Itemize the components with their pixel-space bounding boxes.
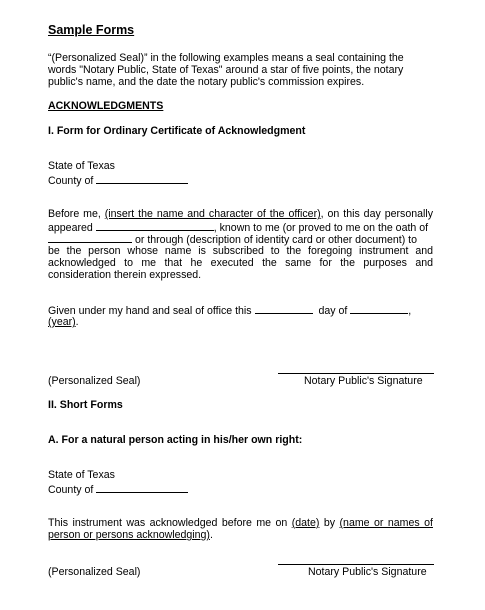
short-para-line-2: [48, 529, 213, 542]
para-line-1: [48, 208, 433, 221]
page-title: Sample Forms: [48, 23, 135, 37]
county-blank: [96, 482, 188, 493]
given-text: ,: [408, 305, 412, 317]
officer-placeholder: (insert the name and character of the officer): [104, 208, 321, 220]
section2-state: State of Texas: [48, 469, 115, 481]
intro-line: public's name, and the date the notary public's commission expires.: [48, 76, 365, 88]
section1-signature-label: Notary Public's Signature: [304, 375, 423, 387]
para-line-4: be the person whose name is subscribed to the foregoing instrument and: [48, 245, 433, 257]
section1-state: State of Texas: [48, 160, 115, 172]
para-text: Before me,: [48, 208, 101, 220]
date-placeholder: (date): [291, 517, 320, 529]
para-text: appeared: [48, 222, 93, 234]
section1-county: [48, 173, 188, 188]
year-placeholder: (year): [48, 316, 76, 328]
para-text: by: [323, 517, 336, 529]
signature-line: [278, 564, 434, 565]
county-label: County of: [48, 484, 94, 496]
county-blank: [96, 173, 188, 184]
county-label: County of: [48, 175, 94, 187]
section2-signature-label: Notary Public's Signature: [308, 566, 427, 578]
section1-seal: (Personalized Seal): [48, 375, 141, 387]
section1-heading: I. Form for Ordinary Certificate of Acknowledgment: [48, 125, 306, 137]
intro-line: “(Personalized Seal)” in the following examples means a seal containing the: [48, 52, 404, 64]
para-text: .: [209, 529, 213, 541]
para-line-6: consideration therein expressed.: [48, 269, 202, 281]
given-text: Given under my hand and seal of office this: [48, 305, 252, 317]
para-text: , known to me (or proved to me on the oath of: [213, 222, 429, 234]
year-line: [48, 316, 79, 329]
section2-seal: (Personalized Seal): [48, 566, 141, 578]
day-blank: [255, 303, 313, 314]
short-para-line-1: [48, 517, 433, 530]
signature-line: [278, 373, 434, 374]
acknowledgments-heading: ACKNOWLEDGMENTS: [48, 100, 164, 112]
para-text: , on this day personally: [320, 208, 433, 220]
given-line: [48, 303, 411, 318]
name-blank: [96, 220, 214, 231]
month-blank: [350, 303, 408, 314]
para-line-5: acknowledged to me that he executed the same for the purposes and: [48, 257, 433, 269]
witness-blank: [48, 232, 132, 243]
given-text: .: [75, 316, 79, 328]
para-text: or through (description of identity card or other document) to: [134, 234, 418, 246]
section2-subheading: A. For a natural person acting in his/her own right:: [48, 434, 303, 446]
section2-heading: II. Short Forms: [48, 399, 123, 411]
given-text: day of: [318, 305, 348, 317]
para-text: This instrument was acknowledged before me on: [48, 517, 288, 529]
intro-line: words "Notary Public, State of Texas" around a star of five points, the notary: [48, 64, 404, 76]
names-placeholder-cont: person or persons acknowledging): [48, 529, 210, 541]
names-placeholder: (name or names of: [339, 517, 433, 529]
section2-county: [48, 482, 188, 497]
